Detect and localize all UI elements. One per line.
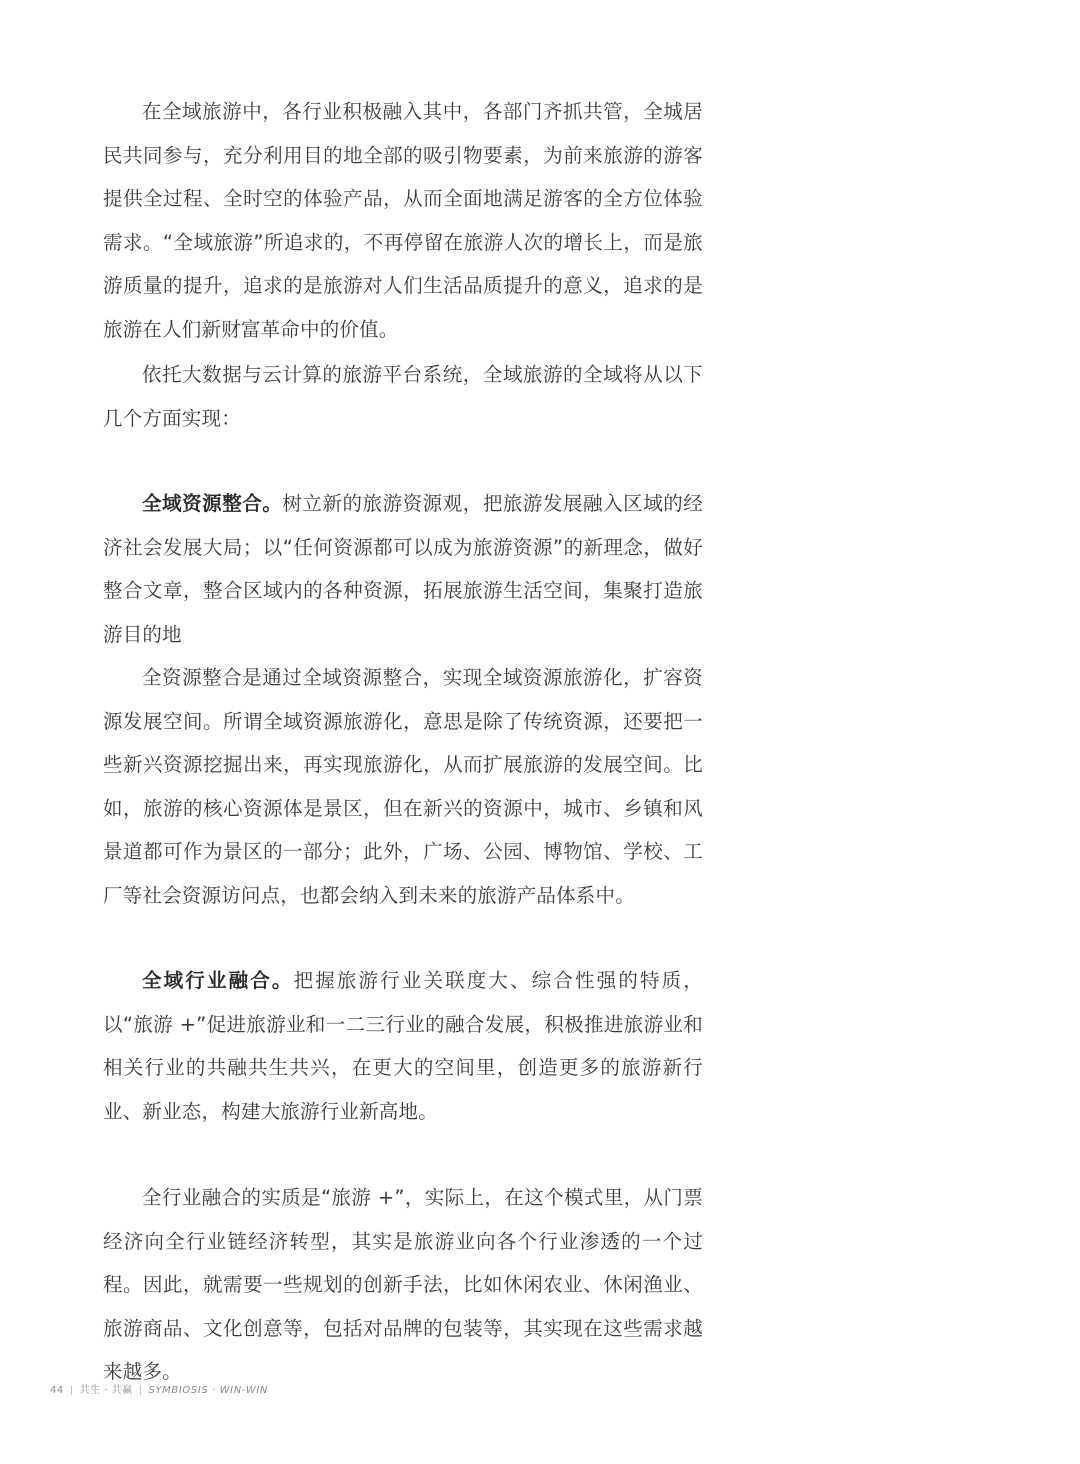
paragraph-resource-integration (103, 482, 703, 656)
paragraph-industry-fusion (103, 959, 703, 1133)
paragraph-intro-aspects: 依托大数据与云计算的旅游平台系统，全域旅游的全域将从以下几个方面实现： (103, 363, 703, 430)
footer-en-title: SYMBIOSIS · WIN-WIN (148, 1385, 268, 1396)
section-lead-industry-fusion: 全域行业融合。 (142, 969, 294, 992)
page-number: 44 (50, 1385, 64, 1396)
paragraph-body-text: 树立新的旅游资源观，把旅游发展融入区域的经济社会发展大局；以“任何资源都可以成为旅游资源”的新理念，做好整合文章，整合区域内的各种资源，拓展旅游生活空间，集聚打造旅游目的地 (103, 492, 704, 646)
paragraph-overview: 在全域旅游中，各行业积极融入其中，各部门齐抓共管，全城居民共同参与，充分利用目的地全部的吸引物要素，为前来旅游的游客提供全过程、全时空的体验产品，从而全面地满足游客的全方位体验需求。“全域旅游”所追求的，不再停留在旅游人次的增长上，而是旅游质量的提升，追求的是旅游对人们生活品质提升的意义，追求的是旅游在人们新财富革命中的价值。 (103, 100, 703, 341)
paragraph-resource-explanation: 全资源整合是通过全域资源整合，实现全域资源旅游化，扩容资源发展空间。所谓全域资源旅游化，意思是除了传统资源，还要把一些新兴资源挖掘出来，再实现旅游化，从而扩展旅游的发展空间。比如，旅游的核心资源体是景区，但在新兴的资源中，城市、乡镇和风景道都可作为景区的一部分；此外，广场、公园、博物馆、学校、工厂等社会资源访问点，也都会纳入到未来的旅游产品体系中。 (103, 666, 703, 907)
footer-separator: | (69, 1385, 74, 1396)
section-lead-resource-integration: 全域资源整合。 (142, 492, 283, 515)
paragraph-body-text: 把握旅游行业关联度大、综合性强的特质，以“旅游 +”促进旅游业和一二三行业的融合发展，积极推进旅游业和相关行业的共融共生共兴，在更大的空间里，创造更多的旅游新行业、新业态，构建大旅游行业新高地。 (103, 969, 703, 1123)
paragraph-industry-explanation: 全行业融合的实质是“旅游 +”，实际上，在这个模式里，从门票经济向全行业链经济转型，其实是旅游业向各个行业渗透的一个过程。因此，就需要一些规划的创新手法，比如休闲农业、休闲渔业、旅游商品、文化创意等，包括对品牌的包装等，其实现在这些需求越来越多。 (103, 1186, 703, 1383)
footer-cn-title: 共生 · 共赢 (79, 1385, 133, 1396)
page-footer (50, 1381, 268, 1396)
footer-separator: | (138, 1385, 143, 1396)
